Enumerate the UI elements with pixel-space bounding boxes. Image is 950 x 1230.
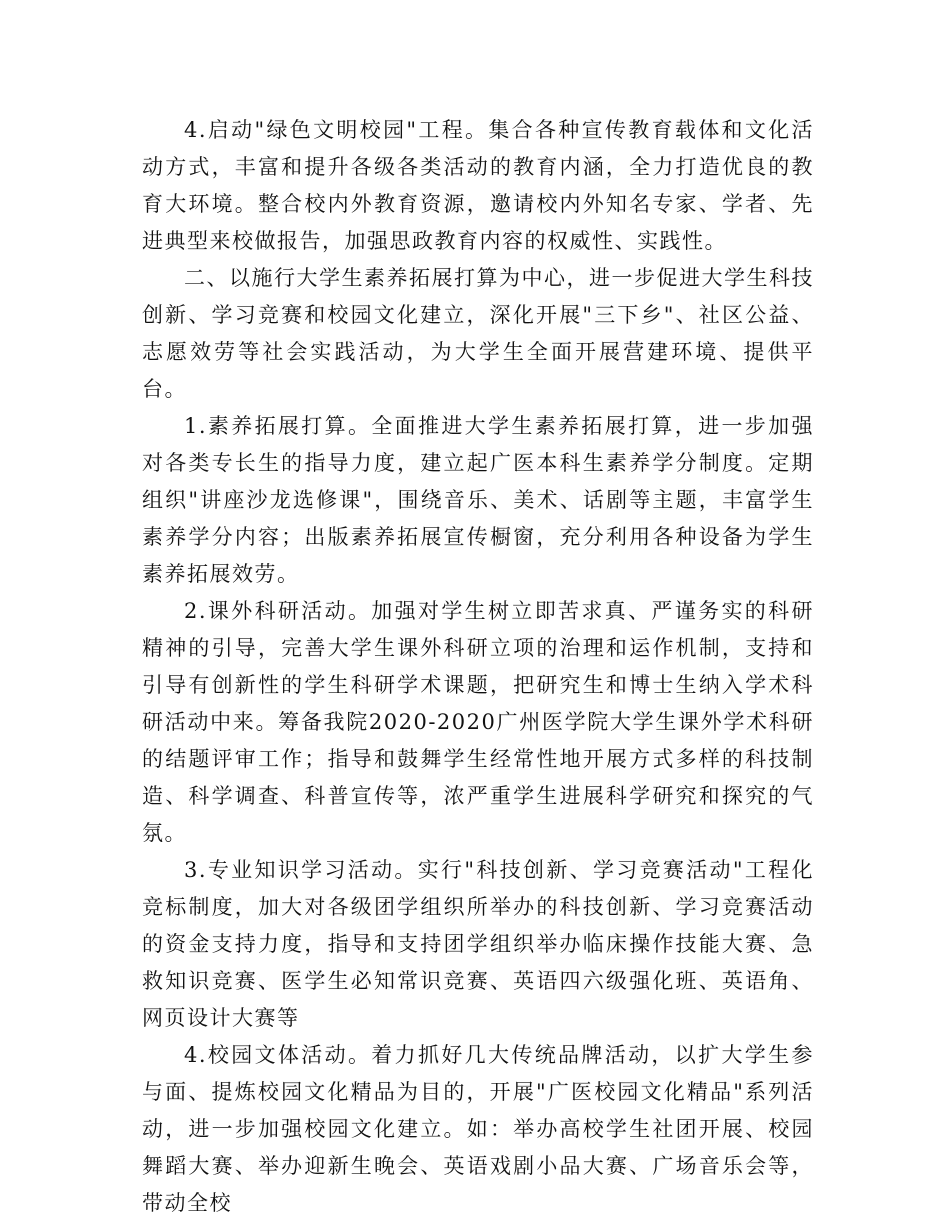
document-body	[142, 112, 814, 1222]
paragraph-section-two: 二、以施行大学生素养拓展打算为中心，进一步促进大学生科技创新、学习竞赛和校园文化建立，深化开展"三下乡"、社区公益、志愿效劳等社会实践活动，为大学生全面开展营建环境、提供平台。	[142, 266, 814, 401]
paragraph-extracurricular-research: 2.课外科研活动。加强对学生树立即苦求真、严谨务实的科研精神的引导，完善大学生课外科研立项的治理和运作机制，支持和引导有创新性的学生科研学术课题，把研究生和博士生纳入学术科研活动中来。筹备我院2020-2020广州医学院大学生课外学术科研的结题评审工作；指导和鼓舞学生经常性地开展方式多样的科技制造、科学调查、科普宣传等，浓严重学生进展科学研究和探究的气氛。	[142, 599, 814, 845]
paragraph-professional-learning: 3.专业知识学习活动。实行"科技创新、学习竞赛活动"工程化竞标制度，加大对各级团学组织所举办的科技创新、学习竞赛活动的资金支持力度，指导和支持团学组织举办临床操作技能大赛、急救知识竞赛、医学生必知常识竞赛、英语四六级强化班、英语角、网页设计大赛等	[142, 858, 814, 1030]
paragraph-green-campus: 4.启动"绿色文明校园"工程。集合各种宣传教育载体和文化活动方式，丰富和提升各级各类活动的教育内涵，全力打造优良的教育大环境。整合校内外教育资源，邀请校内外知名专家、学者、先进典型来校做报告，加强思政教育内容的权威性、实践性。	[142, 118, 814, 253]
paragraph-campus-culture-sports: 4.校园文体活动。着力抓好几大传统品牌活动，以扩大学生参与面、提炼校园文化精品为目的，开展"广医校园文化精品"系列活动，进一步加强校园文化建立。如：举办高校学生社团开展、校园舞蹈大赛、举办迎新生晚会、英语戏剧小品大赛、广场音乐会等，带动全校	[142, 1043, 814, 1215]
paragraph-quality-expansion: 1.素养拓展打算。全面推进大学生素养拓展打算，进一步加强对各类专长生的指导力度，建立起广医本科生素养学分制度。定期组织"讲座沙龙选修课"，围绕音乐、美术、话剧等主题，丰富学生素养学分内容；出版素养拓展宣传橱窗，充分利用各种设备为学生素养拓展效劳。	[142, 414, 814, 586]
